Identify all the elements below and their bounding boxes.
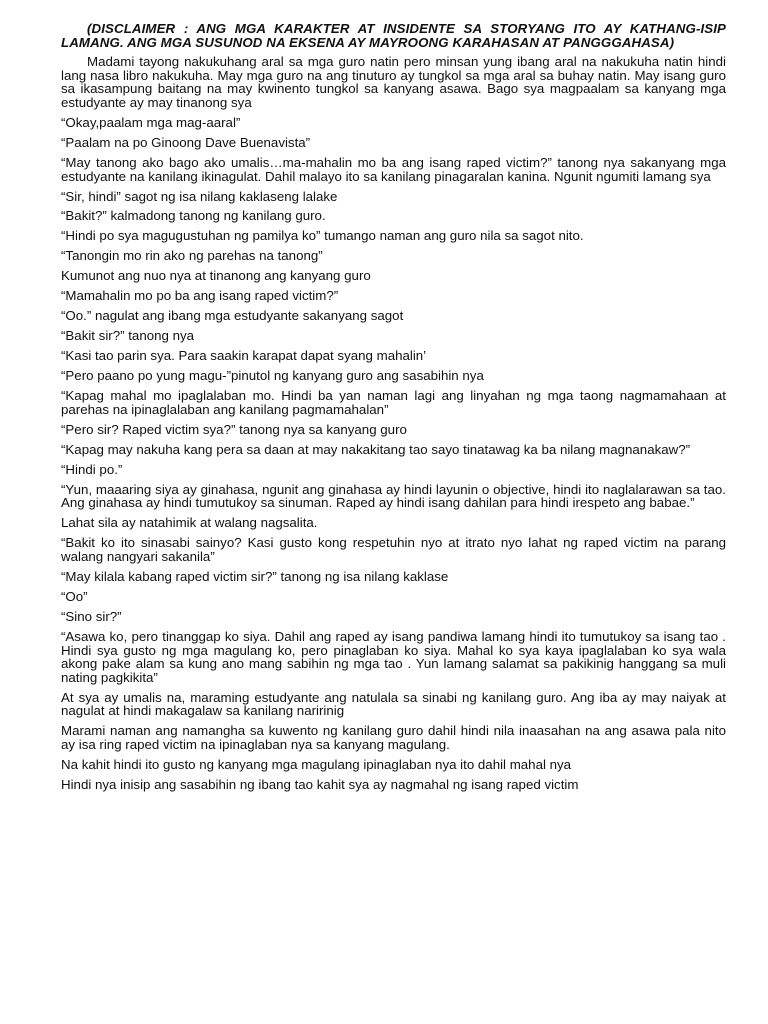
story-paragraph: “Kapag mahal mo ipaglalaban mo. Hindi ba yan naman lagi ang linyahan ng mga taong nagmamahaan at parehas na ipinaglalaban ang kanilang pagmamahalan” [61,388,726,417]
story-paragraph: At sya ay umalis na, maraming estudyante ang natulala sa sinabi ng kanilang guro. Ang iba ay may naiyak at nagulat at hindi makagalaw sa kanilang naririnig [61,689,726,719]
story-paragraph: “Kapag may nakuha kang pera sa daan at may nakakitang tao sayo tinatawag ka ba nilang magnanakaw?” [61,441,691,457]
story-paragraph: “Pero paano po yung magu-”pinutol ng kanyang guro ang sasabihin nya [61,368,484,384]
story-paragraph: Lahat sila ay natahimik at walang nagsalita. [61,515,318,531]
story-paragraph: “Bakit?” kalmadong tanong ng kanilang guro. [61,208,326,224]
story-paragraph: “Bakit sir?” tanong nya [61,328,195,344]
story-paragraph: Marami naman ang namangha sa kuwento ng kanilang guro dahil hindi nila inaasahan na ang asawa pala nito ay isa ring raped victim na ipinaglaban nya sa kanyang magulang. [61,723,726,752]
story-paragraph: “Kasi tao parin sya. Para saakin karapat dapat syang mahalin’ [61,348,427,364]
story-paragraph: “Asawa ko, pero tinanggap ko siya. Dahil ang raped ay isang pandiwa lamang hindi ito tumutukoy sa isang tao . Hindi sya gusto ng mga magulang ko, pero pinaglaban ko siya. Mahal ko sya kaya ipaglalaban ko sya wala akong pake alam sa kung ano mang sabihin ng mga tao . Yun lamang salamat sa pakikinig hanggang sa muli nating pagkikita” [61,628,726,685]
story-paragraph: “May tanong ako bago ako umalis…ma-mahalin mo ba ang isang raped victim?” tanong nya sakanyang mga estudyante na kanilang ikinagulat. Dahil malayo ito sa kanilang pinagaralan kanina. Ngunit ngumiti lamang sya [61,154,726,184]
story-paragraph: Na kahit hindi ito gusto ng kanyang mga magulang ipinaglaban nya ito dahil mahal nya [61,756,572,772]
story-paragraph: “Sino sir?” [61,608,122,624]
story-paragraph: “Bakit ko ito sinasabi sainyo? Kasi gusto kong respetuhin nyo at itrato nyo lahat ng raped victim na parang walang nangyari sakanila” [61,535,726,565]
story-paragraph: “Yun, maaaring siya ay ginahasa, ngunit ang ginahasa ay hindi layunin o objective, hindi ito naglalarawan sa tao. Ang ginahasa ay hindi tumutukoy sa sinuman. Raped ay hindi isang dahilan para hindi irespeto ang babae.” [61,481,726,511]
story-paragraph: “Oo” [61,589,88,604]
story-paragraph: “Pero sir? Raped victim sya?” tanong nya sa kanyang guro [61,421,407,437]
story-paragraph: “May kilala kabang raped victim sir?” tanong ng isa nilang kaklase [61,569,449,585]
story-paragraph: “Tanongin mo rin ako ng parehas na tanong” [61,248,323,264]
story-paragraph: Hindi nya inisip ang sasabihin ng ibang tao kahit sya ay nagmahal ng isang raped victim [61,776,579,792]
story-paragraph: “Hindi po.” [61,461,123,477]
intro-paragraph: Madami tayong nakukuhang aral sa mga guro natin pero minsan yung ibang aral na nakukuha natin hindi lang nasa libro nakukuha. May mga guro na ang tinuturo ay tungkol sa mga aral sa buhay natin. May isang guro sa ikasampung baitang na may kwinento tungkol sa kanyang asawa. Bago sya magpaalam sa kanyang mga estudyante ay may tinanong sya [61,54,726,110]
story-paragraph: “Oo.” nagulat ang ibang mga estudyante sakanyang sagot [61,308,404,324]
disclaimer-paragraph: (DISCLAIMER : ANG MGA KARAKTER AT INSIDENTE SA STORYANG ITO AY KATHANG-ISIP LAMANG. ANG MGA SUSUNOD NA EKSENA AY MAYROONG KARAHASAN AT PANGGGAHASA) [61,21,726,50]
story-paragraph: Kumunot ang nuo nya at tinanong ang kanyang guro [61,268,371,284]
story-paragraph: “Sir, hindi” sagot ng isa nilang kaklaseng lalake [61,188,338,204]
story-paragraph: “Paalam na po Ginoong Dave Buenavista” [61,134,311,150]
story-paragraph: “Hindi po sya magugustuhan ng pamilya ko” tumango naman ang guro nila sa sagot nito. [61,228,584,244]
document-page [61,22,726,798]
story-paragraph: “Mamahalin mo po ba ang isang raped victim?” [61,288,339,304]
story-paragraph: “Okay,paalam mga mag-aaral” [61,114,241,130]
